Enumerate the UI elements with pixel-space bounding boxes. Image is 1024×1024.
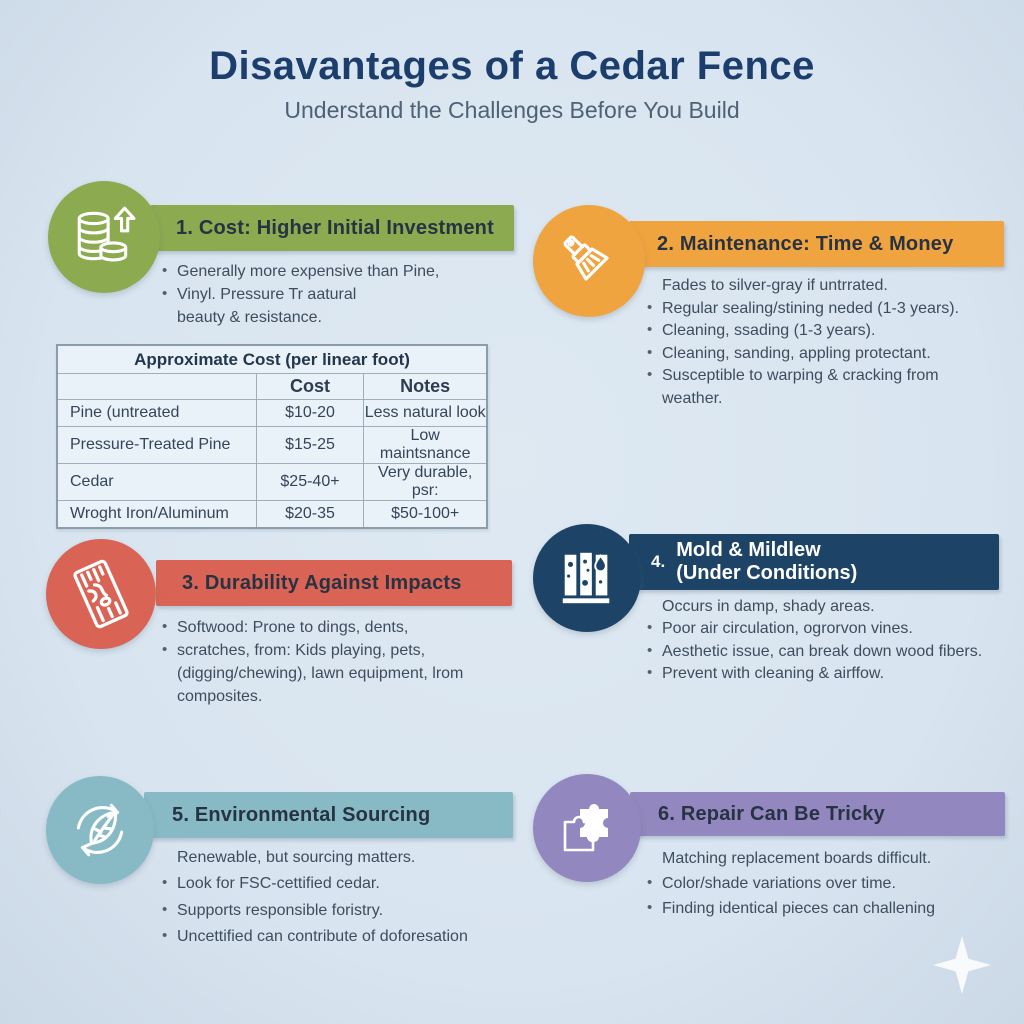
leaf-recycle-icon xyxy=(67,797,133,863)
cell-cost: $15-25 xyxy=(256,427,364,464)
bullet-text: composites. xyxy=(177,688,263,705)
page-title: Disavantages of a Cedar Fence xyxy=(209,44,815,88)
section-title xyxy=(676,539,857,585)
puzzle-icon xyxy=(555,796,619,860)
section-bullets xyxy=(160,845,468,950)
wood-plank-icon xyxy=(66,559,136,629)
bullet-text: Cleaning, ssading (1-3 years). xyxy=(662,322,876,340)
section-title-line2: (Under Conditions) xyxy=(676,562,858,584)
section-durability xyxy=(46,539,492,719)
wood-plank-icon-circle xyxy=(46,539,156,649)
bullet-text: Aesthetic issue, can break down wood fibers. xyxy=(662,642,983,660)
bullet-text: Vinyl. Pressure Tr aatural xyxy=(177,286,357,303)
bullet-text: Finding identical pieces can challening xyxy=(662,900,936,917)
bullet-text: Cleaning, sanding, appling protectant. xyxy=(662,344,931,362)
moldy-fence-icon-circle xyxy=(533,524,641,632)
bullet-item xyxy=(645,871,935,896)
coins-growth-icon xyxy=(71,204,137,270)
cell-material: Pressure-Treated Pine xyxy=(57,427,256,464)
table-title: Approximate Cost (per linear foot) xyxy=(57,345,487,374)
bullet-text: Uncettified can contribute of doforesation xyxy=(177,927,468,945)
cell-notes: Less natural look xyxy=(364,400,487,427)
bullet-item xyxy=(645,320,959,343)
section-bullets xyxy=(160,616,463,708)
cell-material: Pine (untreated xyxy=(57,400,256,427)
table-title-row xyxy=(57,345,487,374)
sparkle-icon xyxy=(933,936,991,994)
cell-cost: $25-40+ xyxy=(256,464,364,501)
bullet-text: Supports responsible foristry. xyxy=(177,901,384,919)
column-header-cost: Cost xyxy=(256,374,364,400)
section-number: 4. xyxy=(651,552,666,571)
bullet-text: scratches, from: Kids playing, pets, xyxy=(177,642,426,659)
bullet-item xyxy=(160,898,468,924)
cell-notes: Low maintsnance xyxy=(364,427,487,464)
bullet-item xyxy=(645,641,982,663)
bullet-text: Prevent with cleaning & airffow. xyxy=(662,664,885,682)
cost-table xyxy=(56,344,488,529)
bullet-item xyxy=(160,306,439,329)
cell-cost: $20-35 xyxy=(256,501,364,529)
cell-notes: $50-100+ xyxy=(364,501,487,529)
bullet-text: Poor air circulation, ogrorvon vines. xyxy=(662,620,913,638)
bullet-item xyxy=(645,896,935,921)
bullet-item xyxy=(645,388,959,411)
bullet-item xyxy=(645,663,982,685)
column-header-blank xyxy=(57,374,256,400)
bullet-item xyxy=(645,343,959,366)
paintbrush-icon-circle xyxy=(533,205,645,317)
bullet-item xyxy=(160,662,463,685)
section-title: 3. Durability Against Impacts xyxy=(182,571,462,594)
bullet-item xyxy=(160,685,463,708)
section-bullets xyxy=(160,260,439,329)
column-header-notes: Notes xyxy=(364,374,487,400)
section-cost-header-bar xyxy=(150,205,514,251)
bullet-item xyxy=(160,845,468,871)
cell-material: Cedar xyxy=(57,464,256,501)
bullet-text: Regular sealing/stining neded (1-3 years). xyxy=(662,299,960,317)
bullet-item xyxy=(645,618,982,640)
bullet-text: Matching replacement boards difficult. xyxy=(662,850,932,867)
bullet-text: Look for FSC-cettified cedar. xyxy=(177,875,380,893)
section-title: 5. Environmental Sourcing xyxy=(172,803,431,826)
section-bullets xyxy=(645,596,982,685)
bullet-text: Generally more expensive than Pine, xyxy=(177,263,440,280)
bullet-text: Renewable, but sourcing matters. xyxy=(177,849,416,866)
bullet-text: Occurs in damp, shady areas. xyxy=(662,598,875,615)
bullet-text: Fades to silver-gray if untrrated. xyxy=(662,277,888,294)
table-row xyxy=(57,464,487,501)
section-mold-header-bar xyxy=(629,534,999,590)
bullet-item xyxy=(160,924,468,950)
section-title-line1: Mold & Mildlew xyxy=(676,539,821,561)
leaf-recycle-icon-circle xyxy=(46,776,154,884)
bullet-item xyxy=(160,260,439,283)
bullet-item xyxy=(160,639,463,662)
table-row xyxy=(57,501,487,529)
paintbrush-icon xyxy=(555,227,623,295)
section-bullets xyxy=(645,846,935,921)
bullet-text: Softwood: Prone to dings, dents, xyxy=(177,619,409,636)
section-mold-mildew xyxy=(533,524,998,704)
section-cost xyxy=(48,181,492,341)
section-durability-header-bar xyxy=(156,560,512,606)
bullet-text: Color/shade variations over time. xyxy=(662,875,896,892)
bullet-item xyxy=(160,283,439,306)
bullet-text: (digging/chewing), lawn equipment, lrom xyxy=(177,665,464,682)
section-environmental xyxy=(46,776,492,956)
bullet-item xyxy=(645,846,935,871)
bullet-text: beauty & resistance. xyxy=(177,309,322,326)
bullet-item xyxy=(645,275,959,298)
section-title: 1. Cost: Higher Initial Investment xyxy=(176,216,494,239)
cell-material: Wroght Iron/Aluminum xyxy=(57,501,256,529)
coins-growth-icon-circle xyxy=(48,181,160,293)
bullet-item xyxy=(160,616,463,639)
section-maintenance-header-bar xyxy=(629,221,1004,267)
section-title: 2. Maintenance: Time & Money xyxy=(657,232,954,255)
bullet-item xyxy=(645,298,959,321)
bullet-item xyxy=(645,596,982,618)
table-header-row xyxy=(57,374,487,400)
section-repair xyxy=(533,774,998,934)
moldy-fence-icon xyxy=(556,547,618,609)
section-maintenance xyxy=(533,205,998,415)
section-bullets xyxy=(645,275,959,411)
table-row xyxy=(57,427,487,464)
bullet-item xyxy=(645,365,959,388)
section-repair-header-bar xyxy=(630,792,1005,836)
page-subtitle: Understand the Challenges Before You Build xyxy=(284,97,740,123)
cell-notes: Very durable, psr: xyxy=(364,464,487,501)
cell-cost: $10-20 xyxy=(256,400,364,427)
section-title: 6. Repair Can Be Tricky xyxy=(658,802,885,825)
bullet-text: weather. xyxy=(662,389,723,407)
bullet-text: Susceptible to warping & cracking from xyxy=(662,367,939,385)
table-row xyxy=(57,400,487,427)
puzzle-icon-circle xyxy=(533,774,641,882)
section-environmental-header-bar xyxy=(144,792,513,838)
bullet-item xyxy=(160,871,468,897)
